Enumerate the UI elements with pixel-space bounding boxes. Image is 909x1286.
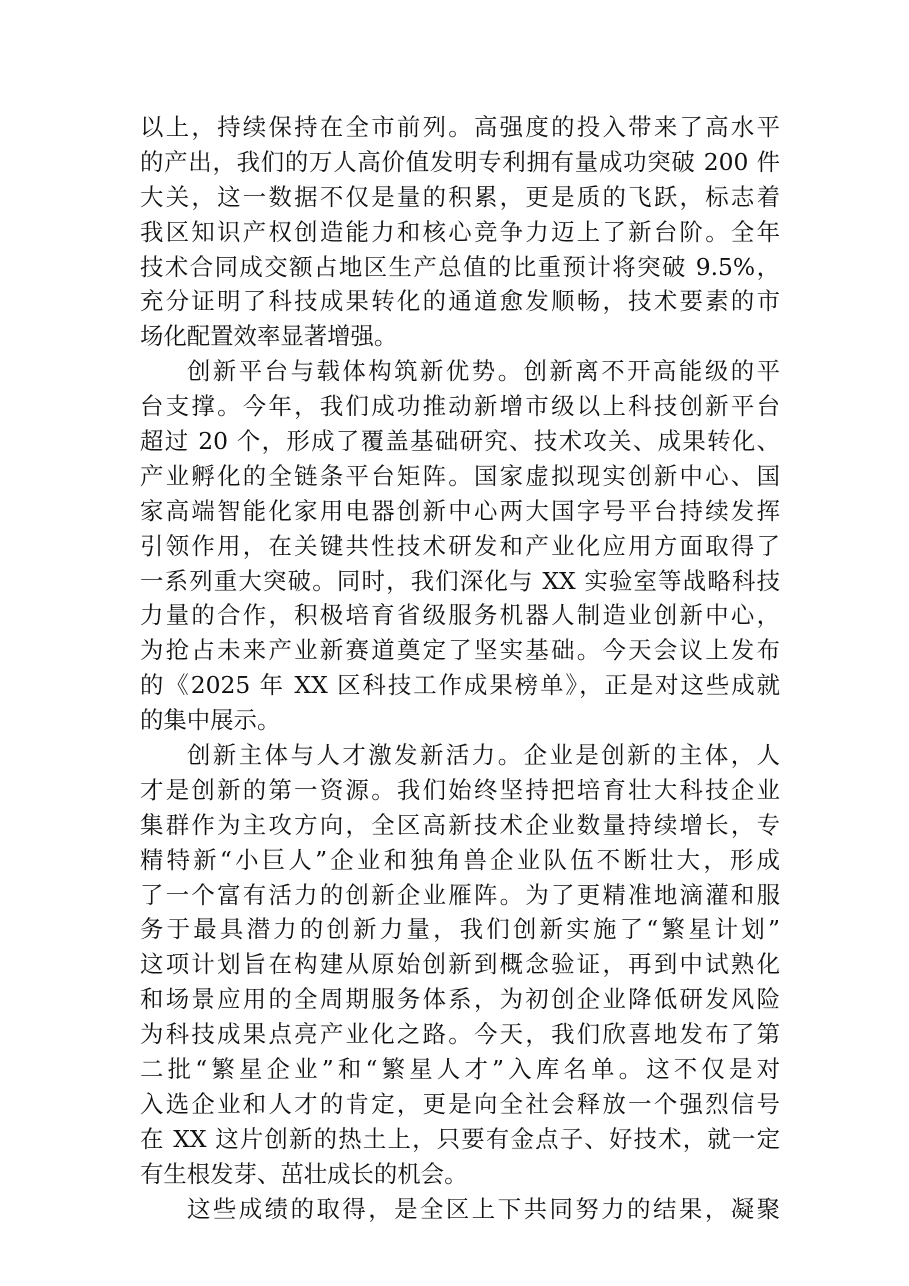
text-line: 的《2025 年 XX 区科技工作成果榜单》，正是对这些成就: [140, 671, 780, 700]
text-line: 产业孵化的全链条平台矩阵。国家虚拟现实创新中心、国: [140, 461, 780, 490]
text-line: 充分证明了科技成果转化的通道愈发顺畅，技术要素的市: [140, 287, 780, 316]
text-line: 引领作用，在关键共性技术研发和产业化应用方面取得了: [140, 531, 780, 560]
text-line: 这些成绩的取得，是全区上下共同努力的结果，凝聚: [187, 1194, 780, 1223]
text-line: 二批“繁星企业”和“繁星人才”入库名单。这不仅是对: [140, 1055, 780, 1084]
text-line: 和场景应用的全周期服务体系，为初创企业降低研发风险: [140, 985, 780, 1014]
text-line: 创新平台与载体构筑新优势。创新离不开高能级的平: [187, 357, 780, 386]
text-line: 一系列重大突破。同时，我们深化与 XX 实验室等战略科技: [140, 566, 780, 595]
text-line: 力量的合作，积极培育省级服务机器人制造业创新中心，: [140, 601, 780, 630]
text-line: 为抢占未来产业新赛道奠定了坚实基础。今天会议上发布: [140, 636, 780, 665]
text-line: 精特新“小巨人”企业和独角兽企业队伍不断壮大，形成: [140, 845, 780, 874]
text-line: 务于最具潜力的创新力量，我们创新实施了“繁星计划”: [140, 915, 780, 944]
text-line: 的产出，我们的万人高价值发明专利拥有量成功突破 200 件: [140, 147, 780, 176]
text-line: 在 XX 这片创新的热土上，只要有金点子、好技术，就一定: [140, 1124, 780, 1153]
text-line: 为科技成果点亮产业化之路。今天，我们欣喜地发布了第: [140, 1020, 780, 1049]
text-line: 入选企业和人才的肯定，更是向全社会释放一个强烈信号: [140, 1089, 780, 1118]
text-line: 的集中展示。: [140, 706, 281, 735]
text-line: 以上，持续保持在全市前列。高强度的投入带来了高水平: [140, 113, 780, 141]
text-line: 集群作为主攻方向，全区高新技术企业数量持续增长，专: [140, 810, 780, 839]
text-line: 技术合同成交额占地区生产总值的比重预计将突破 9.5%，: [140, 252, 780, 281]
text-line: 超过 20 个，形成了覆盖基础研究、技术攻关、成果转化、: [140, 427, 780, 456]
text-line: 才是创新的第一资源。我们始终坚持把培育壮大科技企业: [140, 775, 780, 804]
text-line: 大关，这一数据不仅是量的积累，更是质的飞跃，标志着: [140, 182, 780, 211]
text-line: 创新主体与人才激发新活力。企业是创新的主体，人: [187, 741, 780, 770]
text-line: 场化配置效率显著增强。: [140, 322, 398, 351]
text-line: 台支撑。今年，我们成功推动新增市级以上科技创新平台: [140, 392, 780, 421]
text-line: 了一个富有活力的创新企业雁阵。为了更精准地滴灌和服: [140, 880, 780, 909]
text-line: 家高端智能化家用电器创新中心两大国字号平台持续发挥: [140, 496, 780, 525]
document-body: [140, 110, 780, 1227]
text-line: 我区知识产权创造能力和核心竞争力迈上了新台阶。全年: [140, 217, 780, 246]
text-line: 这项计划旨在构建从原始创新到概念验证，再到中试熟化: [140, 950, 780, 979]
text-line: 有生根发芽、茁壮成长的机会。: [140, 1159, 468, 1188]
